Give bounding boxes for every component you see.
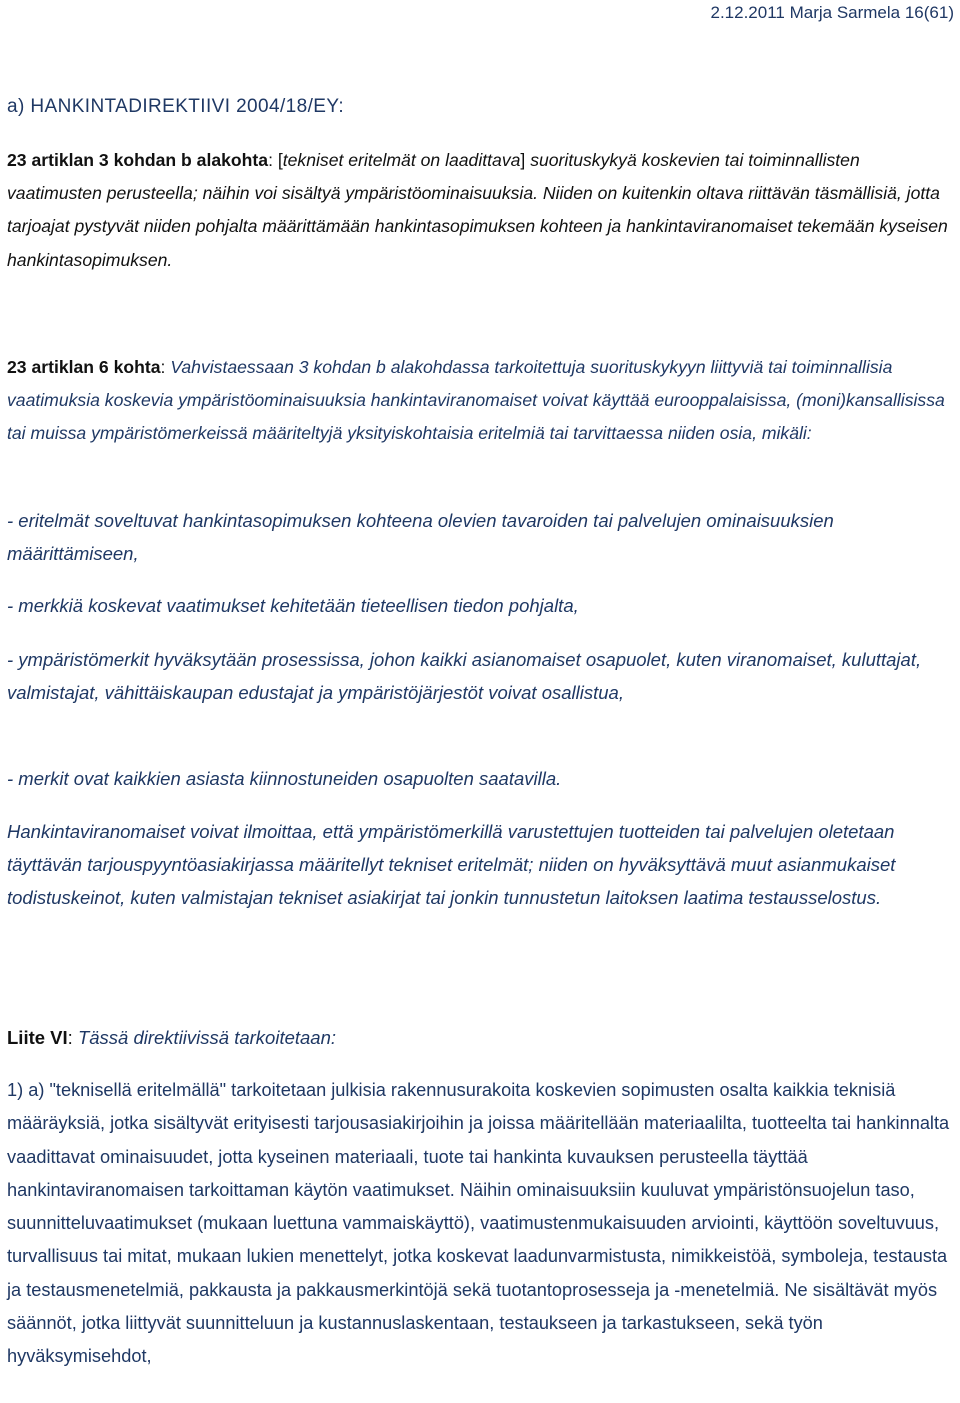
article-reference: 23 artiklan 6 kohta <box>7 357 161 377</box>
annex-text: Tässä direktiivissä tarkoitetaan: <box>77 1027 337 1048</box>
list-item: - eritelmät soveltuvat hankintasopimuksen kohteena olevien tavaroiden tai palvelujen ominaisuuksien määrittämiseen, <box>7 510 834 564</box>
list-item: - merkit ovat kaikkien asiasta kiinnostuneiden osapuolten saatavilla. <box>7 768 562 789</box>
article-reference: 23 artiklan 3 kohdan b alakohta <box>7 150 269 170</box>
bracket-close: ] <box>520 150 531 170</box>
paragraph-technical-specification-definition: 1) a) "teknisellä eritelmällä" tarkoitetaan julkisia rakennusurakoita koskevien sopimusten osalta kaikkia teknisiä määräyksiä, jotka sisältyvät erityisesti tarjousasiakirjoihin ja joissa määritellään materiaalilta, tuotteelta tai hankinnalta vaadittavat ominaisuudet, jotta kyseinen materiaali, tuote tai hankinta kuvauksen perusteella täyttää hankintaviranomaisen tarkoittaman käytön vaatimukset. Näihin ominaisuuksiin kuuluvat ympäristönsuojelun taso, suunnitteluvaatimukset (mukaan luettuna vammaiskäyttö), vaatimustenmukaisuuden arviointi, käyttöön soveltuvuus, turvallisuus tai mitat, mukaan lukien menettelyt, jotka koskevat laadunvarmistusta, nimikkeistöä, symboleja, testausta ja testausmenetelmiä, pakkausta ja pakkausmerkintöjä sekä tuotantoprosesseja ja -menetelmiä. Ne sisältävät myös säännöt, jotka liittyvät suunnitteluun ja kustannuslaskentaan, testaukseen ja tarkastukseen, sekä työn hyväksymisehdot, <box>7 1080 950 1367</box>
page-header: 2.12.2011 Marja Sarmela 16(61) <box>710 3 954 22</box>
paragraph-article-23-3 <box>7 144 952 277</box>
quoted-text: tekniset eritelmät on laadittava <box>282 150 521 170</box>
paragraph-article-23-6 <box>7 351 952 451</box>
annex-heading <box>7 1021 952 1054</box>
list-item: - ympäristömerkit hyväksytään prosessissa, johon kaikki asianomaiset osapuolet, kuten viranomaiset, kuluttajat, valmistajat, vähittäiskaupan edustajat ja ympäristöjärjestöt voivat osallistua, <box>7 649 922 703</box>
article-colon: : [ <box>268 150 283 170</box>
list-item: - merkkiä koskevat vaatimukset kehitetään tieteellisen tiedon pohjalta, <box>7 595 579 616</box>
section-heading: a) HANKINTADIREKTIIVI 2004/18/EY: <box>7 96 345 117</box>
paragraph-ecolabel-presumption: Hankintaviranomaiset voivat ilmoittaa, että ympäristömerkillä varustettujen tuotteiden tai palvelujen oletetaan täyttävän tarjouspyyntöasiakirjassa määritellyt tekniset eritelmät; niiden on hyväksyttävä muut asianmukaiset todistuskeinot, kuten valmistajan tekniset asiakirjat tai jonkin tunnustetun laitoksen laatima testausselostus. <box>7 821 896 908</box>
article-colon: : <box>160 357 171 377</box>
article-text: Vahvistaessaan 3 kohdan b alakohdassa tarkoitettuja suorituskykyyn liittyviä tai toiminnallisia vaatimuksia koskevia ympäristöominaisuuksia hankintaviranomaiset voivat käyttää eurooppalaisissa, (moni)kansallisissa tai muissa ympäristömerkeissä määriteltyjä yksityiskohtaisia eritelmiä tai tarvittaessa niiden osia, mikäli: <box>7 357 945 444</box>
article-text: suorituskykyä koskevien tai toiminnallisten vaatimusten perusteella; näihin voi sisältyä ympäristöominaisuuksia. Niiden on kuitenkin oltava riittävän täsmällisiä, jotta tarjoajat pystyvät niiden pohjalta määrittämään hankintasopimuksen kohteen ja hankintaviranomaiset tekemään kyseisen hankintasopimuksen. <box>7 150 948 270</box>
annex-reference: Liite VI <box>7 1027 68 1048</box>
annex-colon: : <box>67 1027 78 1048</box>
